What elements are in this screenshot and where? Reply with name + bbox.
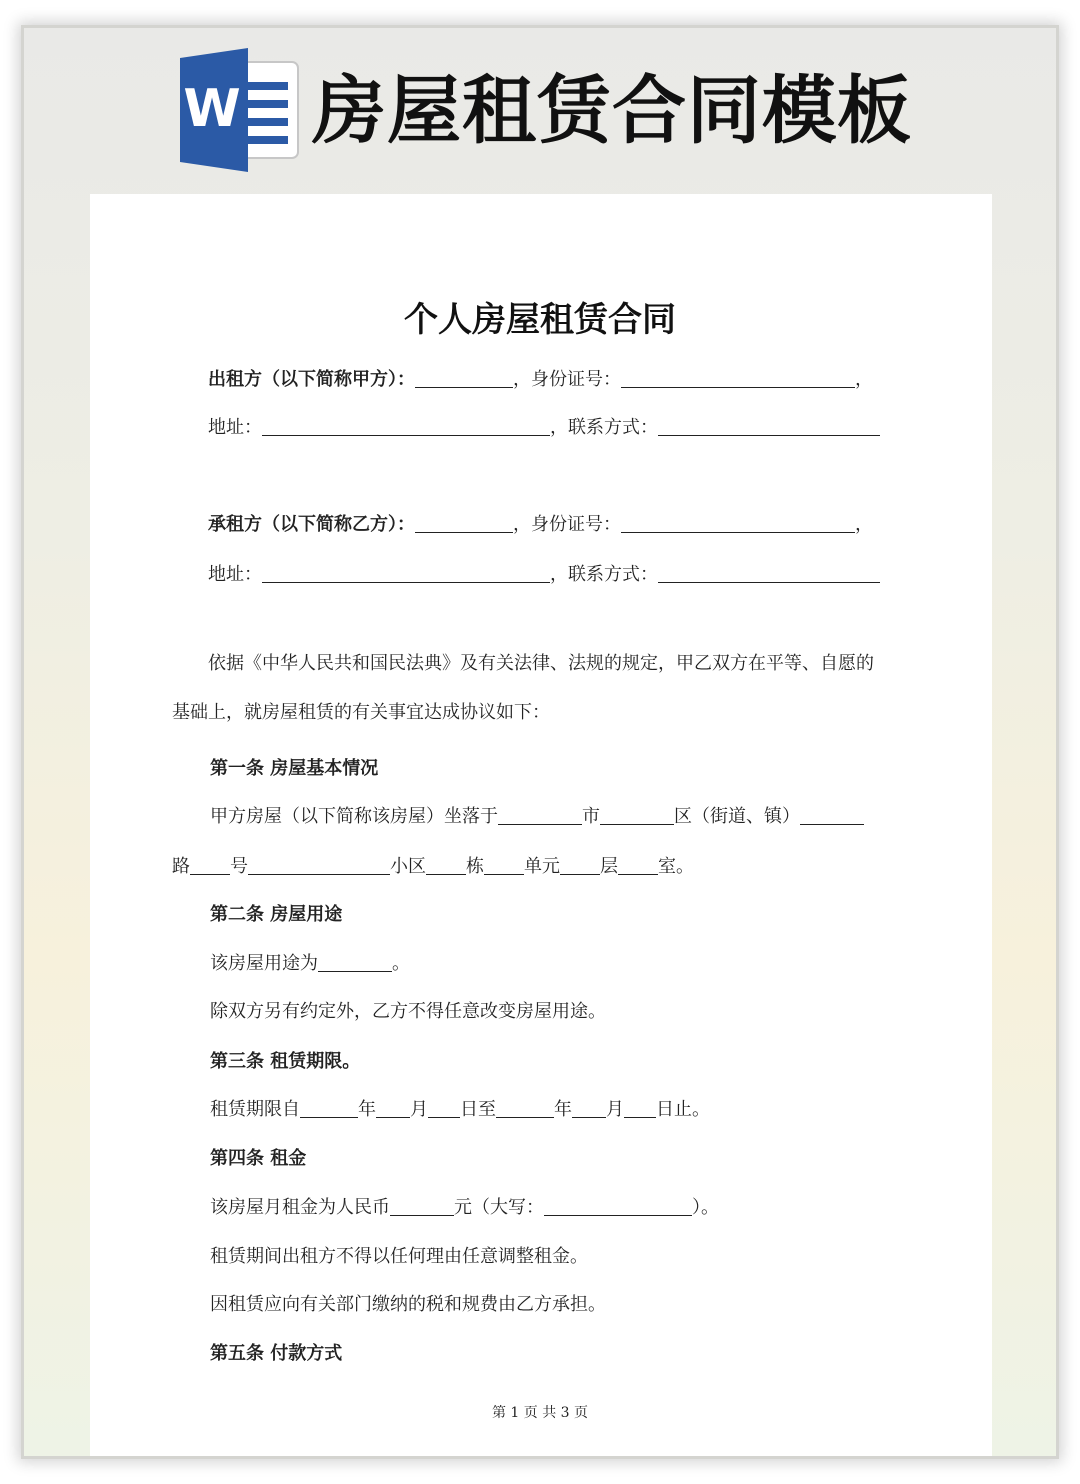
article-5-heading: 第五条 付款方式 [210, 1343, 343, 1364]
lessor-id-label: 身份证号： [531, 369, 621, 390]
lessor-contact-blank[interactable] [658, 417, 880, 436]
unit-blank[interactable] [560, 856, 600, 875]
usage-end: 。 [392, 953, 410, 974]
article-1-address-row [172, 855, 694, 879]
lessor-address-blank[interactable] [262, 417, 550, 436]
district-blank[interactable] [600, 806, 674, 825]
start-month-label: 月 [410, 1099, 428, 1120]
road-label: 路 [172, 856, 190, 877]
start-year-label: 年 [358, 1099, 376, 1120]
start-day-blank[interactable] [428, 1099, 460, 1118]
district-label: 区（街道、镇） [674, 806, 800, 827]
lessee-address-row: 地址： ，联系方式： [208, 563, 880, 587]
floor-blank[interactable] [618, 856, 658, 875]
road-blank[interactable] [190, 856, 230, 875]
lessor-address-row: 地址： ，联系方式： [208, 416, 880, 440]
lessee-contact-label: 联系方式： [568, 564, 658, 585]
document-title: 个人房屋租赁合同 [404, 300, 676, 340]
lessor-name-blank[interactable] [415, 369, 513, 388]
rent-close: ）。 [692, 1197, 719, 1218]
rent-label: 该房屋月租金为人民币 [210, 1197, 390, 1218]
header-banner [176, 48, 936, 172]
end-year-label: 年 [554, 1099, 572, 1120]
header-title: 房屋租赁合同模板 [312, 68, 912, 154]
lessor-row: 出租方（以下简称甲方）： ，身份证号： ， [208, 369, 873, 390]
end-day-blank[interactable] [624, 1099, 656, 1118]
rent-words-blank[interactable] [544, 1197, 692, 1216]
rent-yuan-label: 元（大写： [454, 1197, 544, 1218]
end-month-blank[interactable] [572, 1099, 606, 1118]
article-4-rent-row [210, 1196, 719, 1220]
unit-label: 单元 [524, 856, 560, 877]
building-blank[interactable] [484, 856, 524, 875]
lessee-contact-blank[interactable] [658, 564, 880, 583]
lessor-id-blank[interactable] [621, 369, 855, 388]
article-1-heading: 第一条 房屋基本情况 [210, 758, 379, 779]
usage-label: 该房屋用途为 [210, 953, 318, 974]
lessor-label: 出租方（以下简称甲方）： [208, 369, 415, 390]
end-month-label: 月 [606, 1099, 624, 1120]
term-end-label: 日止。 [656, 1099, 710, 1120]
lessee-address-label: 地址： [208, 564, 262, 585]
building-label: 栋 [466, 856, 484, 877]
lessee-id-blank[interactable] [621, 514, 855, 533]
lessee-row: 承租方（以下简称乙方）： ，身份证号： ， [208, 514, 873, 535]
street-blank[interactable] [800, 806, 864, 825]
word-logo-letter: W [183, 79, 241, 139]
end-year-blank[interactable] [496, 1099, 554, 1118]
lessee-address-blank[interactable] [262, 564, 550, 583]
article-2-usage-row [210, 952, 410, 976]
start-month-blank[interactable] [376, 1099, 410, 1118]
article-1-location-row [210, 805, 864, 829]
number-blank[interactable] [248, 856, 390, 875]
article-2-heading: 第二条 房屋用途 [210, 904, 343, 925]
community-label: 小区 [390, 856, 426, 877]
page-number-footer: 第 1 页 共 3 页 [491, 1405, 589, 1421]
lessor-address-label: 地址： [208, 417, 262, 438]
room-label: 室。 [658, 856, 694, 877]
preamble-line-1: 依据《中华人民共和国民法典》及有关法律、法规的规定，甲乙双方在平等、自愿的 [208, 653, 874, 674]
start-year-blank[interactable] [300, 1099, 358, 1118]
article-4-rule-1: 租赁期间出租方不得以任何理由任意调整租金。 [210, 1246, 588, 1267]
number-label: 号 [230, 856, 248, 877]
article-3-term-row [210, 1098, 710, 1122]
article-2-rule: 除双方另有约定外，乙方不得任意改变房屋用途。 [210, 1001, 606, 1022]
term-to-label: 日至 [460, 1099, 496, 1120]
usage-blank[interactable] [318, 953, 392, 972]
article-1-intro: 甲方房屋（以下简称该房屋）坐落于 [210, 806, 498, 827]
lessee-id-label: 身份证号： [531, 514, 621, 535]
floor-label: 层 [600, 856, 618, 877]
lessee-name-blank[interactable] [415, 514, 513, 533]
term-from-label: 租赁期限自 [210, 1099, 300, 1120]
lessor-contact-label: 联系方式： [568, 417, 658, 438]
word-icon [176, 48, 302, 172]
article-4-rule-2: 因租赁应向有关部门缴纳的税和规费由乙方承担。 [210, 1294, 606, 1315]
community-blank[interactable] [426, 856, 466, 875]
city-blank[interactable] [498, 806, 582, 825]
article-3-heading: 第三条 租赁期限。 [210, 1051, 361, 1072]
city-label: 市 [582, 806, 600, 827]
rent-amount-blank[interactable] [390, 1197, 454, 1216]
preamble-line-2: 基础上，就房屋租赁的有关事宜达成协议如下： [172, 702, 550, 723]
lessee-label: 承租方（以下简称乙方）： [208, 514, 415, 535]
article-4-heading: 第四条 租金 [210, 1148, 307, 1169]
